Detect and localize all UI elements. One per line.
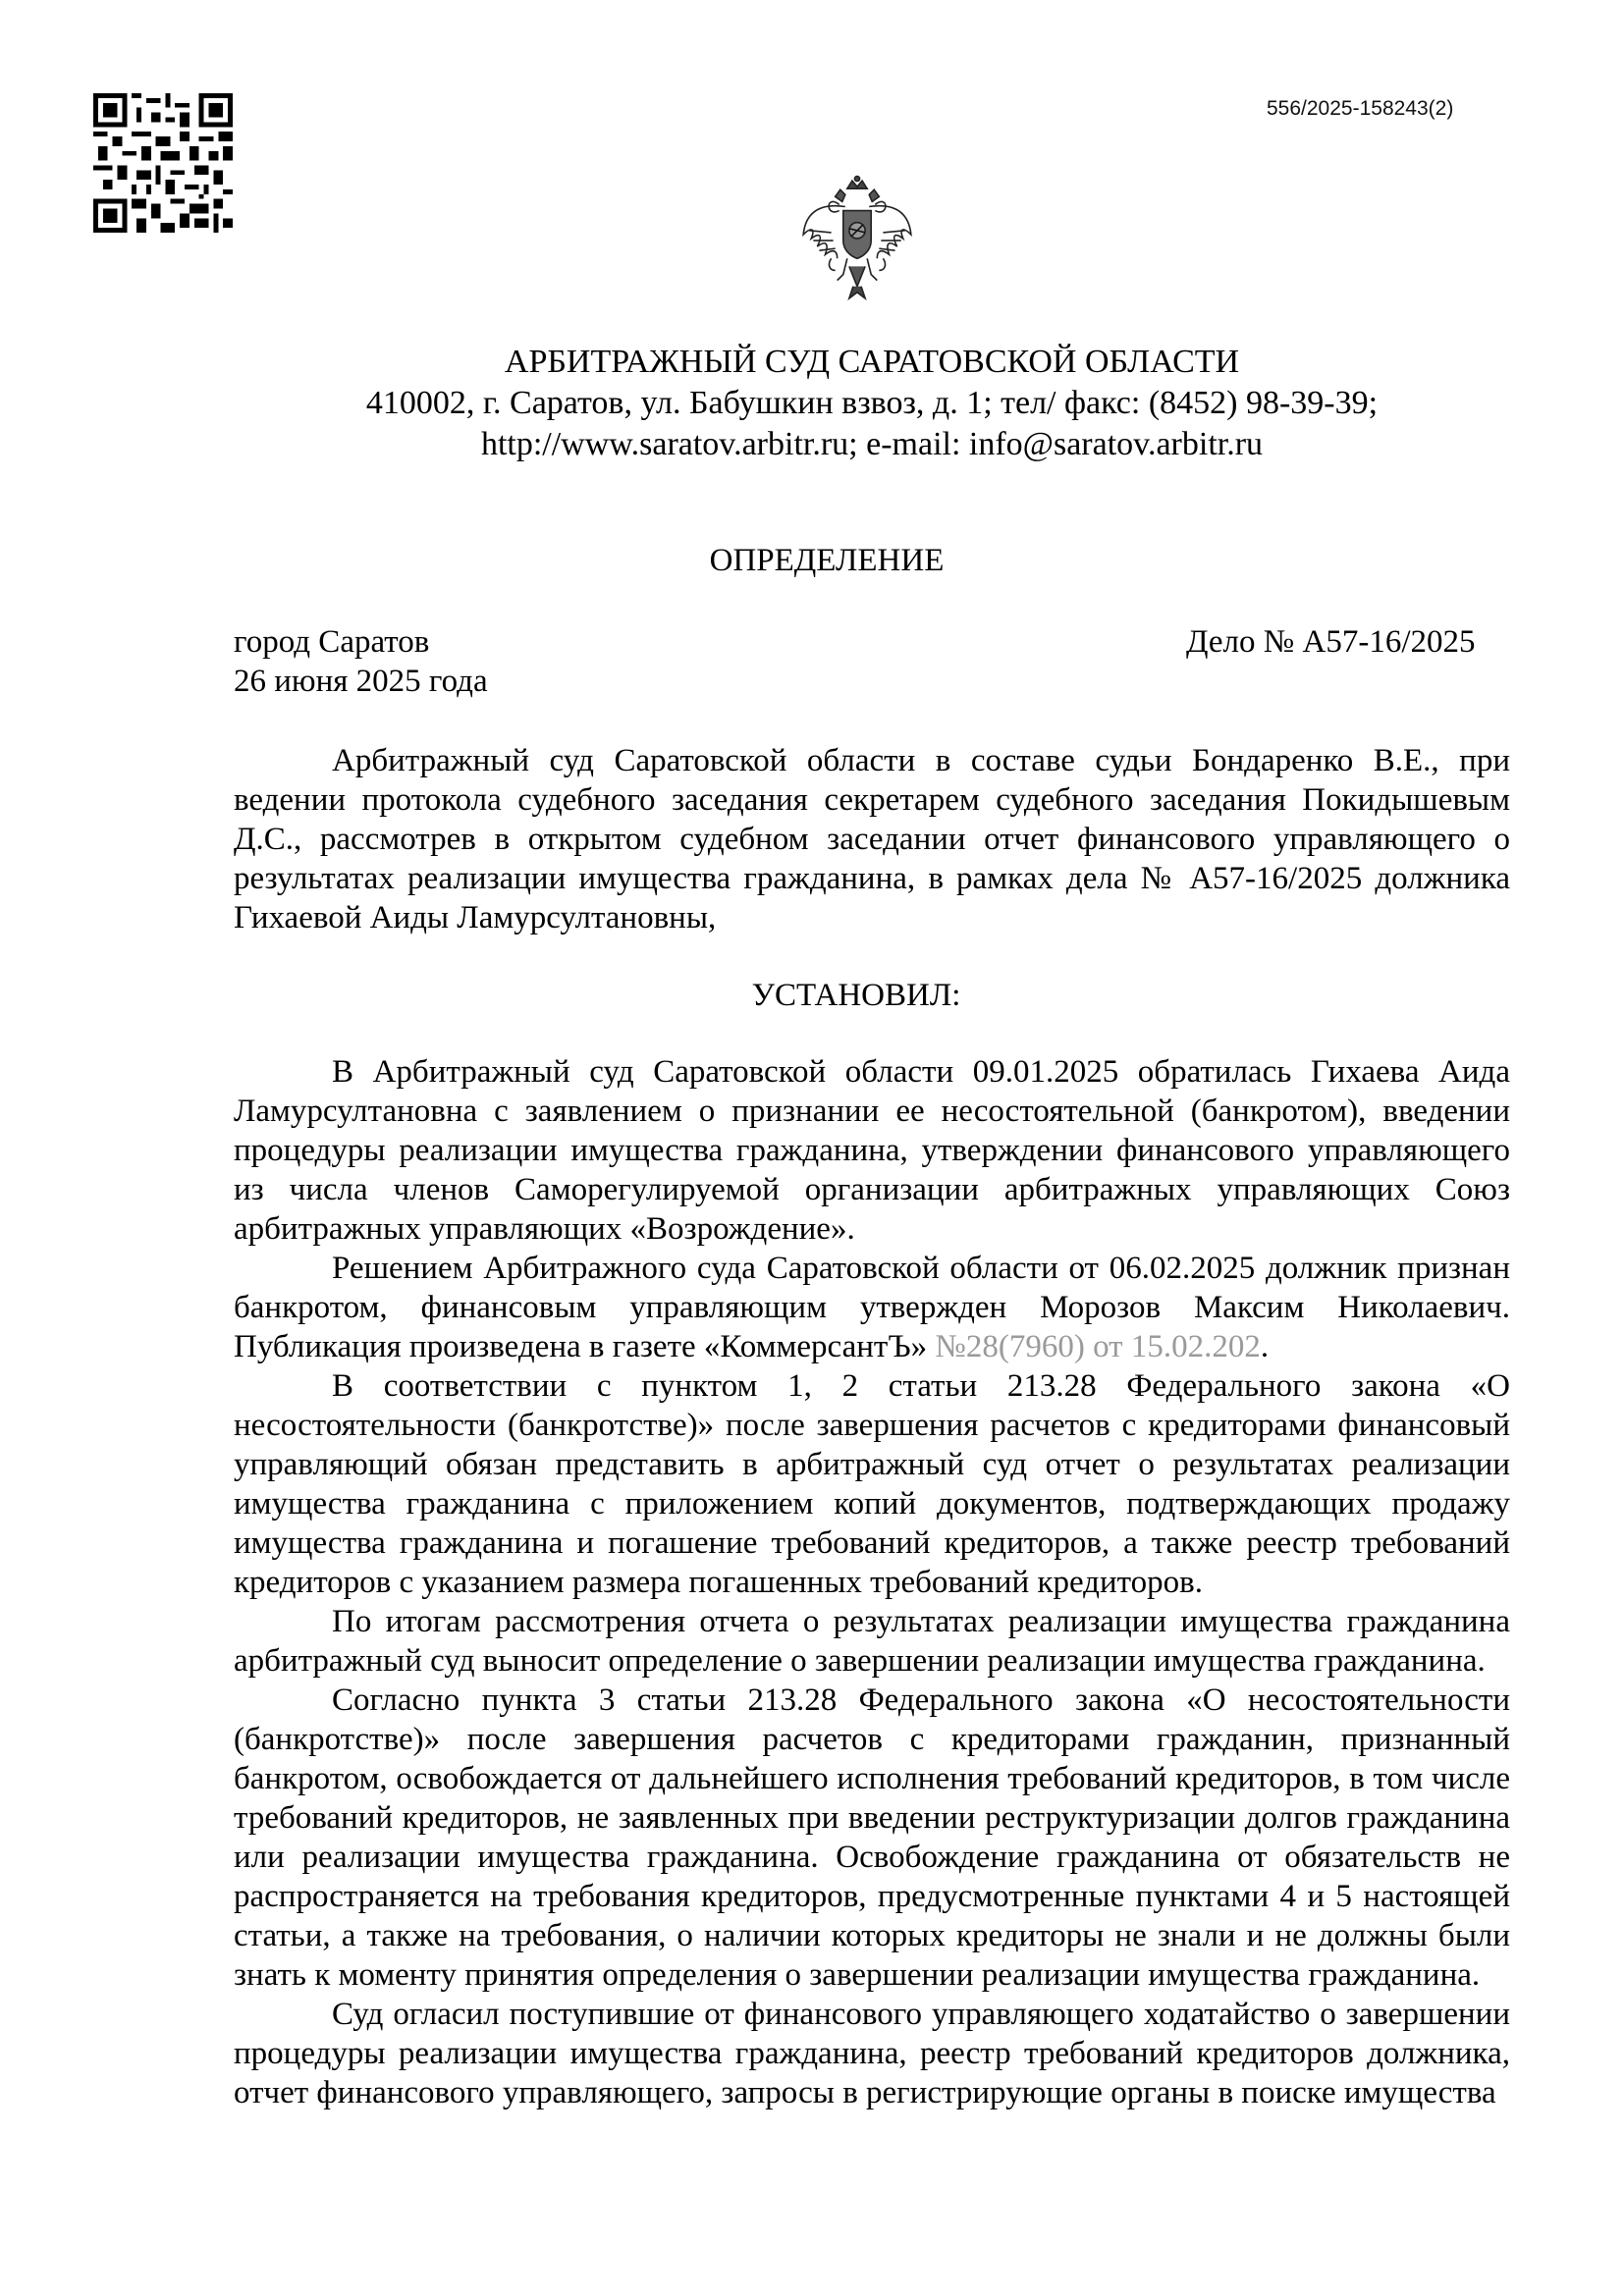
- document-title: ОПРЕДЕЛЕНИЕ: [709, 543, 945, 578]
- court-web-email: http://www.saratov.arbitr.ru; e-mail: info@saratov.arbitr.ru: [480, 426, 1264, 462]
- intro-section: [234, 741, 1510, 937]
- paragraph-2: [234, 1249, 1510, 1366]
- date: 26 июня 2025 года: [234, 664, 488, 699]
- paragraph-5: Согласно пункта 3 статьи 213.28 Федерального закона «О несостоятельности (банкротстве)» после завершения расчетов с кредиторами гражданин, признанный банкротом, освобождается от дальнейшего исполнения требований кредиторов, в том числе требований кредиторов, не заявленных при введении реструктуризации долгов гражданина или реализации имущества гражданина. Освобождение гражданина от обязательств не распространяется на требования кредиторов, предусмотренные пунктами 4 и 5 настоящей статьи, а также на требования, о наличии которых кредиторы не знали и не должны были знать к моменту принятия определения о завершении реализации имущества гражданина.: [234, 1682, 1510, 1993]
- qr-code-icon: [93, 93, 233, 233]
- court-header: [234, 342, 1510, 465]
- paragraph-2-end: .: [1260, 1329, 1270, 1364]
- paragraph-6: Суд огласил поступившие от финансового управляющего ходатайство о завершении процедуры реализации имущества гражданина, реестр требований кредиторов должника, отчет финансового управляющего, запросы в регистрирующие органы в поиске имущества: [234, 1997, 1510, 2110]
- court-name: АРБИТРАЖНЫЙ СУД САРАТОВСКОЙ ОБЛАСТИ: [504, 344, 1240, 380]
- case-number: Дело № А57-16/2025: [1186, 624, 1476, 660]
- document-number: 556/2025-158243(2): [1267, 97, 1454, 120]
- main-text: [234, 1052, 1510, 2112]
- paragraph-3: В соответствии с пунктом 1, 2 статьи 213.28 Федерального закона «О несостоятельности (банкротстве)» после завершения расчетов с кредиторами финансовый управляющий обязан представить в арбитражный суд отчет о результатах реализации имущества гражданина с приложением копий документов, подтверждающих продажу имущества гражданина и погашение требований кредиторов, а также реестр требований кредиторов с указанием размера погашенных требований кредиторов.: [234, 1368, 1510, 1600]
- intro-paragraph: Арбитражный суд Саратовской области в составе судьи Бондаренко В.Е., при ведении протокола судебного заседания секретарем судебного заседания Покидышевым Д.С., рассмотрев в открытом судебном заседании отчет финансового управляющего о результатах реализации имущества гражданина, в рамках дела № А57-16/2025 должника Гихаевой Аиды Ламурсултановны,: [234, 743, 1510, 935]
- paragraph-2-text: Решением Арбитражного суда Саратовской области от 06.02.2025 должник признан банкротом, финансовым управляющим утвержден Морозов Максим Николаевич. Публикация произведена в газете «КоммерсантЪ»: [234, 1251, 1510, 1364]
- coat-of-arms-emblem: [797, 175, 917, 304]
- court-address: 410002, г. Саратов, ул. Бабушкин взвоз, д. 1; тел/ факс: (8452) 98-39-39;: [365, 385, 1379, 421]
- paragraph-4: По итогам рассмотрения отчета о результатах реализации имущества гражданина арбитражный суд выносит определение о завершении реализации имущества гражданина.: [234, 1604, 1510, 1679]
- publication-ref: №28(7960) от 15.02.202: [935, 1329, 1261, 1364]
- place: город Саратов: [234, 624, 430, 660]
- section-title: УСТАНОВИЛ:: [751, 978, 961, 1013]
- paragraph-1: В Арбитражный суд Саратовской области 09.01.2025 обратилась Гихаева Аида Ламурсултановна с заявлением о признании ее несостоятельной (банкротом), введении процедуры реализации имущества гражданина, утверждении финансового управляющего из числа членов Саморегулируемой организации арбитражных управляющих Союз арбитражных управляющих «Возрождение».: [234, 1054, 1510, 1247]
